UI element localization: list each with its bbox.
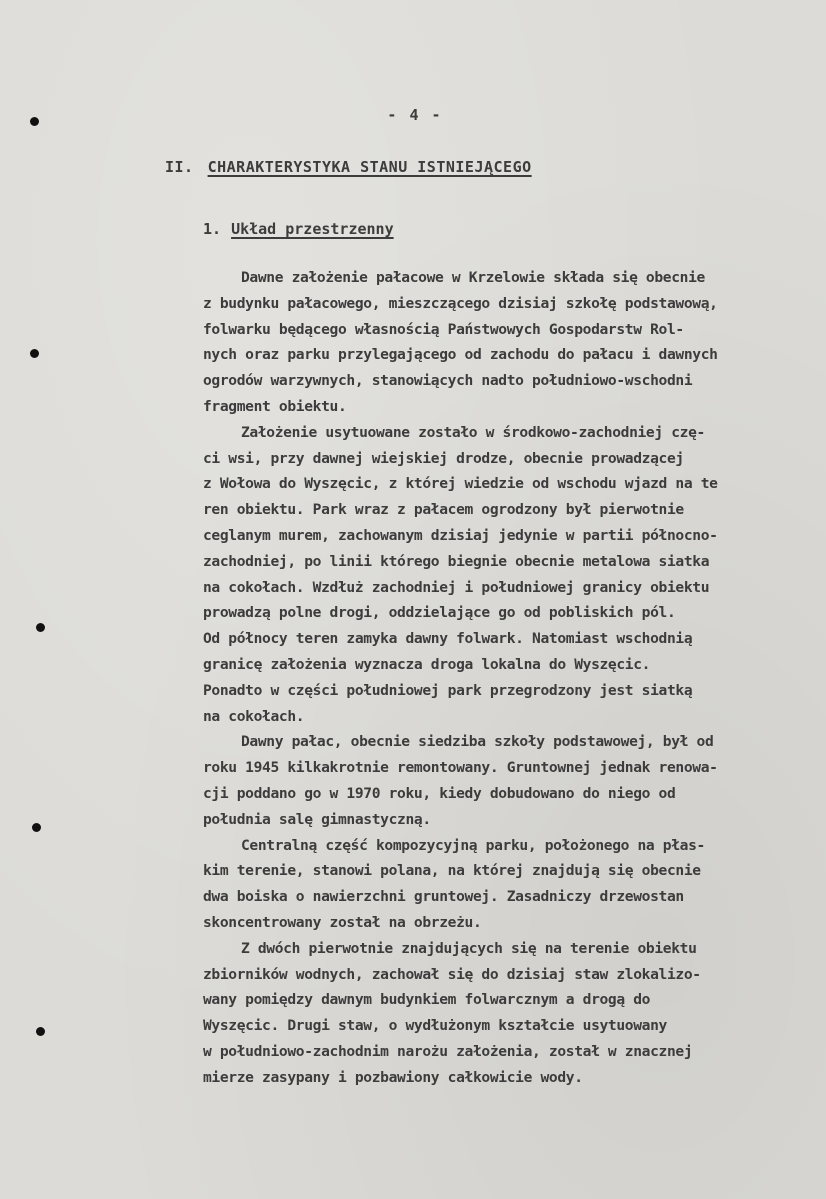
chapter-number: II. [165,158,194,176]
text-line: dwa boiska o nawierzchni gruntowej. Zasadniczy drzewostan [203,888,684,906]
text-line: Z dwóch pierwotnie znajdujących się na terenie obiektu [241,939,697,957]
text-line: cji poddano go w 1970 roku, kiedy dobudowano do niego od [203,784,676,802]
punch-hole-3 [36,623,45,632]
paragraph [203,936,823,1091]
section-number: 1. [203,220,222,238]
punch-hole-4 [32,823,41,832]
text-line: ci wsi, przy dawnej wiejskiej drodze, obecnie prowadzącej [203,449,684,467]
paragraph [203,833,823,936]
text-line: nych oraz parku przylegającego od zachodu do pałacu i dawnych [203,346,718,364]
text-line: Ponadto w części południowej park przegrodzony jest siatką [203,681,693,699]
text-line: na cokołach. [203,707,305,725]
text-line: mierze zasypany i pozbawiony całkowicie wody. [203,1068,583,1086]
text-line: Dawny pałac, obecnie siedziba szkoły podstawowej, był od [241,733,714,751]
text-line: ogrodów warzywnych, stanowiących nadto południowo-wschodni [203,372,693,390]
text-line: w południowo-zachodnim narożu założenia, został w znacznej [203,1042,693,1060]
text-line: zbiorników wodnych, zachował się do dzisiaj staw zlokalizo- [203,965,701,983]
text-line: Centralną część kompozycyjną parku, położonego na płas- [241,836,705,854]
paragraph [203,729,823,832]
text-line: Wyszęcic. Drugi staw, o wydłużonym kształcie usytuowany [203,1017,667,1035]
section-title: Układ przestrzenny [231,220,394,238]
page-number: - 4 - [387,106,443,124]
text-line: granicę założenia wyznacza droga lokalna do Wyszęcic. [203,655,651,673]
punch-hole-2 [30,349,39,358]
paragraph [203,420,823,730]
paragraph [203,265,823,420]
section-heading [203,220,394,238]
text-line: skoncentrowany został na obrzeżu. [203,913,482,931]
text-line: roku 1945 kilkakrotnie remontowany. Gruntownej jednak renowa- [203,759,718,777]
text-line: południa salę gimnastyczną. [203,810,431,828]
punch-hole-5 [36,1027,45,1036]
text-line: zachodniej, po linii którego biegnie obecnie metalowa siatka [203,552,710,570]
text-line: kim terenie, stanowi polana, na której znajdują się obecnie [203,862,701,880]
text-line: Od północy teren zamyka dawny folwark. Natomiast wschodnią [203,630,693,648]
text-line: ceglanym murem, zachowanym dzisiaj jedynie w partii północno- [203,526,718,544]
chapter-heading [165,158,532,176]
text-line: na cokołach. Wzdłuż zachodniej i południowej granicy obiektu [203,578,710,596]
text-line: z Wołowa do Wyszęcic, z której wiedzie od wschodu wjazd na te [203,475,718,493]
text-line: fragment obiektu. [203,397,347,415]
text-line: wany pomiędzy dawnym budynkiem folwarcznym a drogą do [203,991,651,1009]
text-line: Założenie usytuowane zostało w środkowo-zachodniej czę- [241,423,705,441]
text-line: ren obiektu. Park wraz z pałacem ogrodzony był pierwotnie [203,501,684,519]
body-text [203,265,823,1091]
text-line: folwarku będącego własnością Państwowych Gospodarstw Rol- [203,320,684,338]
punch-hole-1 [30,117,39,126]
text-line: Dawne założenie pałacowe w Krzelowie składa się obecnie [241,269,705,286]
text-line: prowadzą polne drogi, oddzielające go od pobliskich pól. [203,604,676,622]
text-line: z budynku pałacowego, mieszczącego dzisiaj szkołę podstawową, [203,294,718,312]
chapter-title: CHARAKTERYSTYKA STANU ISTNIEJĄCEGO [207,158,532,176]
